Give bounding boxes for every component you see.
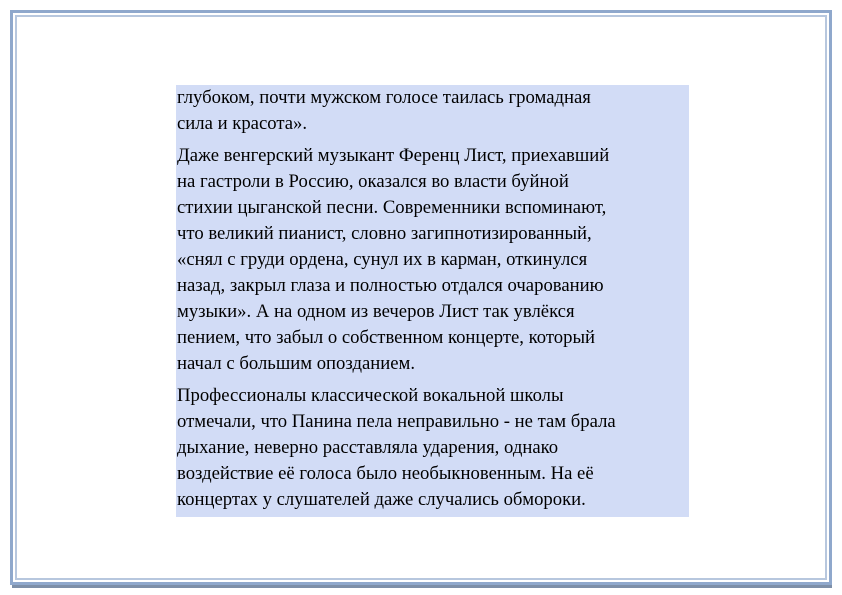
text-body[interactable] (176, 85, 689, 517)
frame-shadow-bottom (12, 585, 832, 588)
paragraph-1: глубоком, почти мужском голосе таилась громадная сила и красота». (177, 87, 591, 134)
paragraph-2: Даже венгерский музыкант Ференц Лист, приехавший на гастроли в Россию, оказался во власти буйной стихии цыганской песни. Современники вспоминают, что великий пианист, словно загипнотизированный, «снял с груди ордена, сунул их в карман, откинулся назад, закрыл глаза и полностью отдался очарованию музыки». А на одном из вечеров Лист так увлёкся пением, что забыл о собственном концерте, который начал с большим опозданием. (177, 145, 610, 374)
paragraph-3: Профессионалы классической вокальной школы отмечали, что Панина пела неправильно - не там брала дыхание, неверно расставляла ударения, однако воздействие её голоса было необыкновенным. На её концертах у слушателей даже случались обмороки. (177, 385, 616, 510)
